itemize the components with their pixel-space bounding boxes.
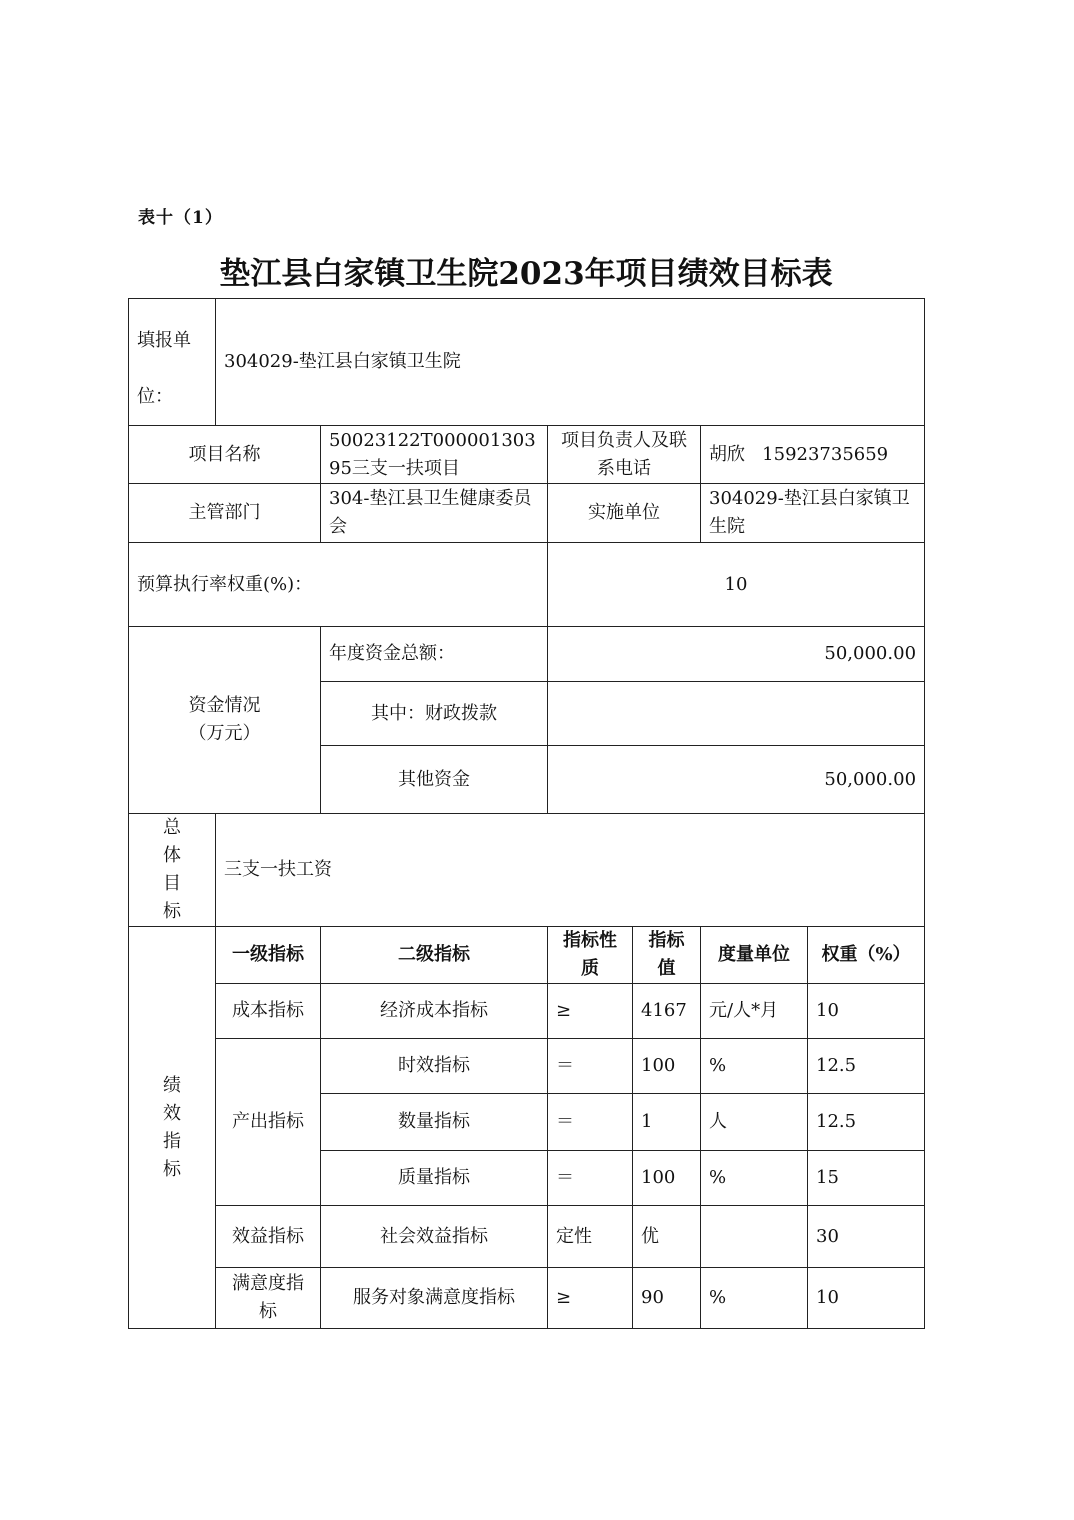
nature-quality: ＝ xyxy=(548,1151,633,1206)
weight-cost: 10 xyxy=(808,984,925,1039)
unit-quality: % xyxy=(701,1151,808,1206)
funds-fiscal-value xyxy=(548,682,925,746)
weight-timeliness: 12.5 xyxy=(808,1039,925,1094)
header-nature: 指标性质 xyxy=(548,927,633,984)
level2-benefit: 社会效益指标 xyxy=(321,1206,548,1268)
level2-quality: 质量指标 xyxy=(321,1151,548,1206)
table-number-label: 表十（1） xyxy=(138,208,223,228)
reporting-unit-row xyxy=(129,299,925,426)
nature-timeliness: ＝ xyxy=(548,1039,633,1094)
level2-quantity: 数量指标 xyxy=(321,1094,548,1151)
value-timeliness: 100 xyxy=(633,1039,701,1094)
indicator-row-benefit xyxy=(129,1206,925,1268)
unit-quantity: 人 xyxy=(701,1094,808,1151)
level2-timeliness: 时效指标 xyxy=(321,1039,548,1094)
value-satisfaction: 90 xyxy=(633,1268,701,1329)
performance-target-table xyxy=(128,298,925,1329)
value-quantity: 1 xyxy=(633,1094,701,1151)
header-weight: 权重（%） xyxy=(808,927,925,984)
level1-cost: 成本指标 xyxy=(216,984,321,1039)
funds-fiscal-label: 其中：财政拨款 xyxy=(321,682,548,746)
budget-rate-label: 预算执行率权重(%)： xyxy=(129,543,548,627)
nature-benefit: 定性 xyxy=(548,1206,633,1268)
unit-timeliness: % xyxy=(701,1039,808,1094)
unit-cost: 元/人*月 xyxy=(701,984,808,1039)
project-lead-label: 项目负责人及联系电话 xyxy=(548,426,701,484)
nature-satisfaction: ≥ xyxy=(548,1268,633,1329)
value-quality: 100 xyxy=(633,1151,701,1206)
overall-goal-label: 总体目标 xyxy=(129,814,216,927)
funds-total-row xyxy=(129,627,925,682)
implementing-unit-label: 实施单位 xyxy=(548,484,701,543)
unit-satisfaction: % xyxy=(701,1268,808,1329)
overall-goal-row xyxy=(129,814,925,927)
indicator-row-timeliness xyxy=(129,1039,925,1094)
weight-benefit: 30 xyxy=(808,1206,925,1268)
level2-satisfaction: 服务对象满意度指标 xyxy=(321,1268,548,1329)
weight-quantity: 12.5 xyxy=(808,1094,925,1151)
indicator-row-cost xyxy=(129,984,925,1039)
weight-quality: 15 xyxy=(808,1151,925,1206)
nature-cost: ≥ xyxy=(548,984,633,1039)
department-label: 主管部门 xyxy=(129,484,321,543)
funds-label: 资金情况（万元） xyxy=(129,627,321,814)
project-lead-value: 胡欣 15923735659 xyxy=(701,426,925,484)
value-cost: 4167 xyxy=(633,984,701,1039)
implementing-unit-value: 304029-垫江县白家镇卫生院 xyxy=(701,484,925,543)
nature-quantity: ＝ xyxy=(548,1094,633,1151)
header-unit: 度量单位 xyxy=(701,927,808,984)
document-title: 垫江县白家镇卫生院2023年项目绩效目标表 xyxy=(219,256,833,292)
indicator-row-satisfaction xyxy=(129,1268,925,1329)
performance-indicators-label: 绩效指标 xyxy=(129,927,216,1329)
weight-satisfaction: 10 xyxy=(808,1268,925,1329)
funds-other-label: 其他资金 xyxy=(321,746,548,814)
funds-total-value: 50,000.00 xyxy=(548,627,925,682)
project-name-value: 50023122T00000130395三支一扶项目 xyxy=(321,426,548,484)
reporting-unit-label: 填报单位： xyxy=(129,299,216,426)
funds-total-label: 年度资金总额： xyxy=(321,627,548,682)
project-name-row xyxy=(129,426,925,484)
reporting-unit-value: 304029-垫江县白家镇卫生院 xyxy=(216,299,925,426)
level2-cost: 经济成本指标 xyxy=(321,984,548,1039)
header-value: 指标值 xyxy=(633,927,701,984)
value-benefit: 优 xyxy=(633,1206,701,1268)
header-level2: 二级指标 xyxy=(321,927,548,984)
funds-other-value: 50,000.00 xyxy=(548,746,925,814)
level1-satisfaction: 满意度指标 xyxy=(216,1268,321,1329)
budget-rate-row xyxy=(129,543,925,627)
header-level1: 一级指标 xyxy=(216,927,321,984)
department-row xyxy=(129,484,925,543)
department-value: 304-垫江县卫生健康委员会 xyxy=(321,484,548,543)
indicator-header-row xyxy=(129,927,925,984)
unit-benefit xyxy=(701,1206,808,1268)
overall-goal-value: 三支一扶工资 xyxy=(216,814,925,927)
level1-benefit: 效益指标 xyxy=(216,1206,321,1268)
level1-output: 产出指标 xyxy=(216,1039,321,1206)
project-name-label: 项目名称 xyxy=(129,426,321,484)
budget-rate-value: 10 xyxy=(548,543,925,627)
